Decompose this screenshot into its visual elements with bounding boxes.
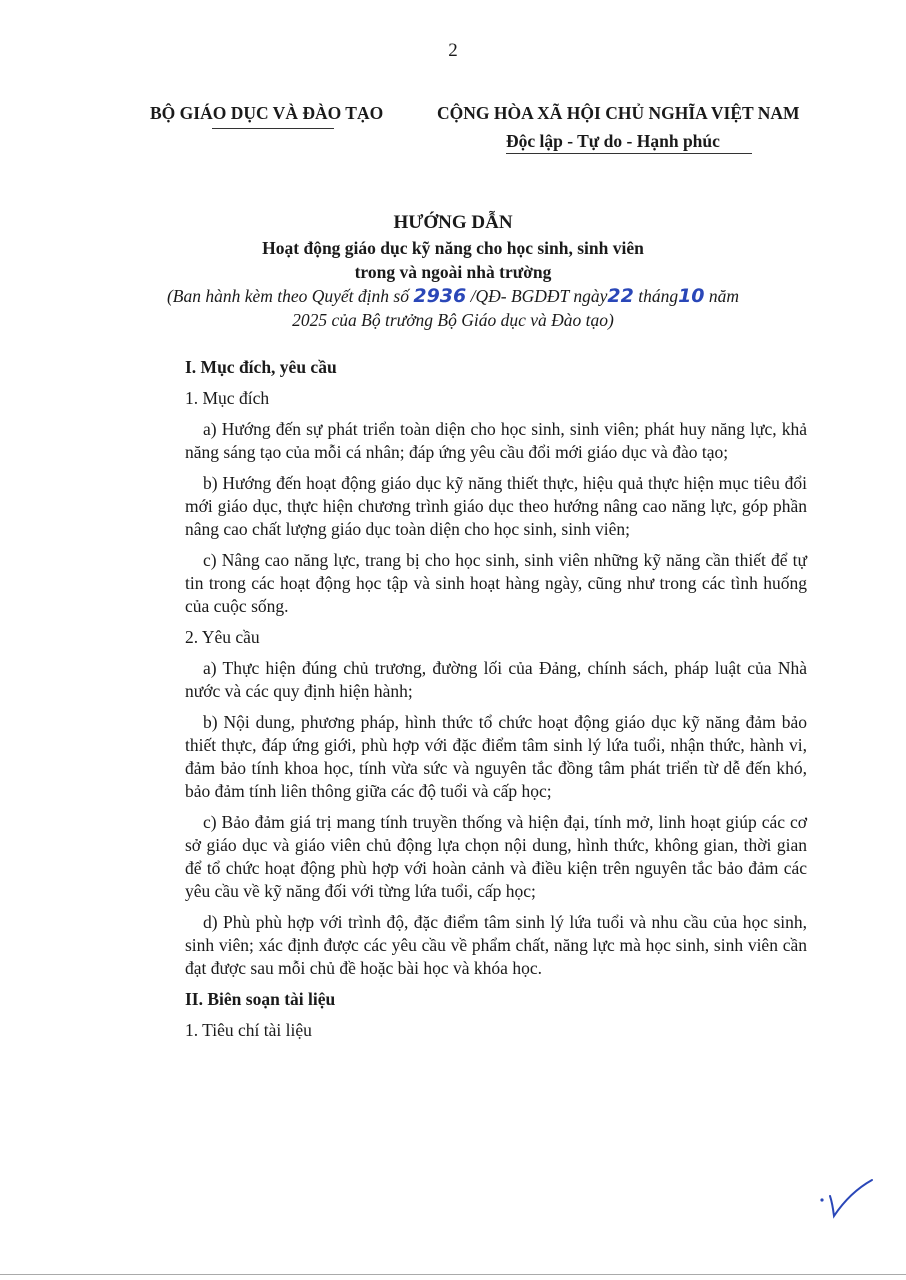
handwritten-check-icon	[818, 1176, 874, 1220]
ministry-underline	[212, 128, 334, 129]
page-number: 2	[448, 40, 458, 61]
purpose-item-a: a) Hướng đến sự phát triển toàn diện cho học sinh, sinh viên; phát huy năng lực, khả năng sáng tạo của mỗi cá nhân; đáp ứng yêu cầu đổi mới giáo dục và đào tạo;	[185, 419, 807, 462]
requirements-heading: 2. Yêu cầu	[185, 627, 260, 647]
issuance-prefix: (Ban hành kèm theo Quyết định số	[166, 286, 414, 306]
document-title-block	[0, 210, 906, 332]
ministry-name: BỘ GIÁO DỤC VÀ ĐÀO TẠO	[150, 103, 384, 123]
purpose-item-b: b) Hướng đến hoạt động giáo dục kỹ năng thiết thực, hiệu quả thực hiện mục tiêu đổi mới giáo dục, thực hiện chương trình giáo dục theo hướng nâng cao năng lực, góp phần nâng cao chất lượng giáo dục toàn diện cho học sinh, sinh viên;	[185, 473, 807, 539]
document-title: HƯỚNG DẪN	[393, 212, 513, 233]
page-bottom-rule	[0, 1274, 906, 1275]
decision-number-handwritten: 2936	[413, 285, 467, 307]
issuance-mid-3: năm	[704, 286, 740, 306]
motto-underline	[506, 153, 752, 154]
document-subtitle-line-2: trong và ngoài nhà trường	[354, 262, 552, 282]
requirement-item-d: d) Phù phù hợp với trình độ, đặc điểm tâm sinh lý lứa tuổi và nhu cầu của học sinh, sinh viên; xác định được các yêu cầu về phẩm chất, năng lực mà học sinh, sinh viên cần đạt được sau mỗi chủ đề hoặc bài học và khóa học.	[185, 912, 807, 978]
month-handwritten: 10	[678, 285, 705, 307]
section-1-heading: I. Mục đích, yêu cầu	[185, 357, 337, 377]
criteria-heading: 1. Tiêu chí tài liệu	[185, 1020, 312, 1040]
issuance-note-line-2: 2025 của Bộ trưởng Bộ Giáo dục và Đào tạo)	[292, 310, 614, 330]
purpose-item-c: c) Nâng cao năng lực, trang bị cho học sinh, sinh viên những kỹ năng cần thiết để tự tin trong các hoạt động học tập và sinh hoạt hàng ngày, cũng như trong các tình huống của cuộc sống.	[185, 550, 807, 616]
requirement-item-a: a) Thực hiện đúng chủ trương, đường lối của Đảng, chính sách, pháp luật của Nhà nước và các quy định hiện hành;	[185, 658, 807, 701]
document-body	[185, 356, 807, 1050]
document-subtitle-line-1: Hoạt động giáo dục kỹ năng cho học sinh, sinh viên	[262, 238, 644, 258]
issuance-mid-2: tháng	[633, 286, 679, 306]
purpose-heading: 1. Mục đích	[185, 388, 270, 408]
issuance-mid-1: /QĐ- BGDĐT ngày	[466, 286, 608, 306]
day-handwritten: 22	[607, 285, 634, 307]
issuance-note-line-1	[0, 284, 906, 308]
requirement-item-c: c) Bảo đảm giá trị mang tính truyền thống và hiện đại, tính mở, linh hoạt giúp các cơ sở giáo dục và giáo viên chủ động lựa chọn nội dung, hình thức, không gian, thời gian để tổ chức hoạt động phù hợp với hoàn cảnh và điều kiện trên nguyên tắc bảo đảm các yêu cầu về kỹ năng đối với từng lứa tuổi, cấp học;	[185, 812, 807, 901]
section-2-heading: II. Biên soạn tài liệu	[185, 989, 336, 1009]
requirement-item-b: b) Nội dung, phương pháp, hình thức tổ chức hoạt động giáo dục kỹ năng đảm bảo thiết thực, đáp ứng giới, phù hợp với đặc điểm tâm sinh lý lứa tuổi, nhận thức, hành vi, đảm bảo tính khoa học, tính vừa sức và nguyên tắc đồng tâm phát triển từ dễ đến khó, bảo đảm tính liên thông giữa các độ tuổi và cấp học;	[185, 712, 807, 801]
country-name: CỘNG HÒA XÃ HỘI CHỦ NGHĨA VIỆT NAM	[437, 103, 800, 123]
national-motto: Độc lập - Tự do - Hạnh phúc	[506, 131, 720, 151]
